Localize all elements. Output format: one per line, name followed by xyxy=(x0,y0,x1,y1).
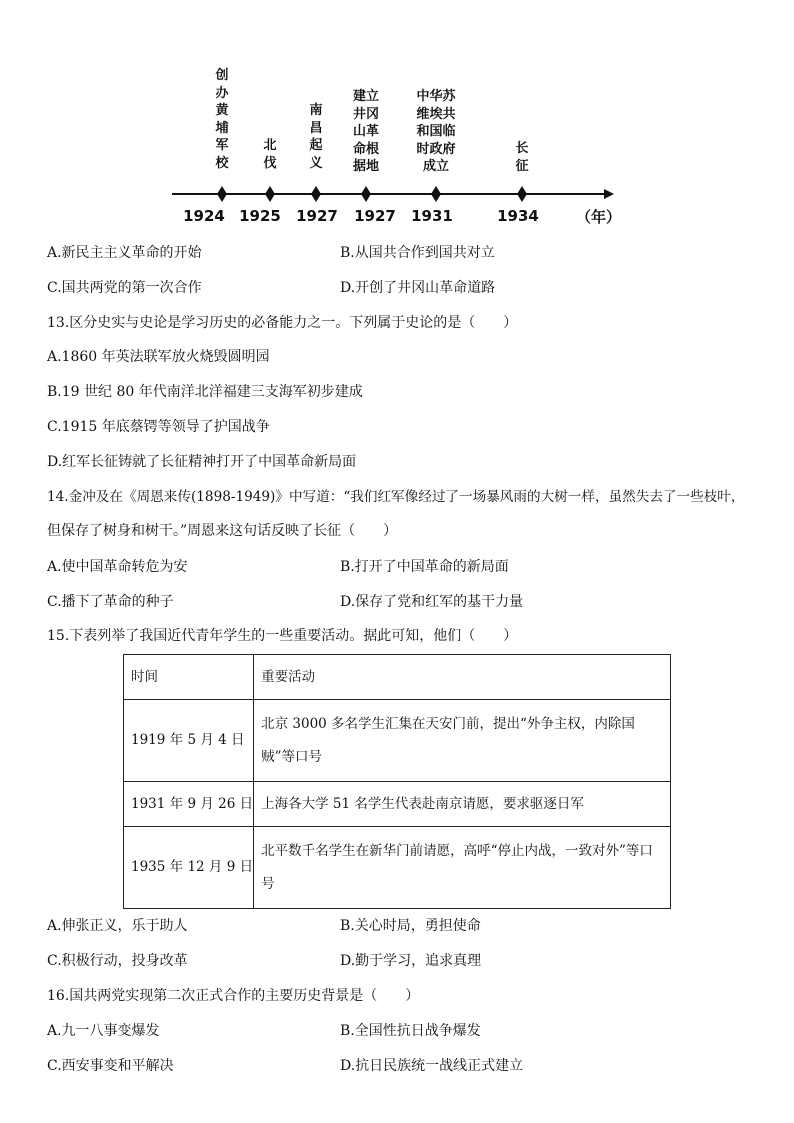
timeline-axis xyxy=(0,0,794,240)
q14-option-a[interactable]: A.使中国革命转危为安 xyxy=(47,559,188,575)
timeline-marker xyxy=(265,186,275,202)
q14-stem-line1: 14.金冲及在《周恩来传(1898-1949)》中写道：“我们红军像经过了一场暴风雨的大树一样，虽然失去了一些枝叶， xyxy=(47,489,745,505)
table-cell-activity: 北京 3000 多名学生汇集在天安门前，提出“外争主权，内除国贼”等口号 xyxy=(254,700,671,782)
q15-option-b[interactable]: B.关心时局，勇担使命 xyxy=(340,918,481,934)
table-header-activity: 重要活动 xyxy=(254,655,671,700)
timeline-year: 1927 xyxy=(296,207,338,225)
timeline-event-label: 建立 井冈 山革 命根 据地 xyxy=(352,89,379,174)
q13-option-a[interactable]: A.1860 年英法联军放火烧毁圆明园 xyxy=(47,349,270,365)
timeline-event-label: 创 办 黄 埔 军 校 xyxy=(215,68,229,171)
timeline-event-label: 南 昌 起 义 xyxy=(309,103,323,171)
timeline-year: 1925 xyxy=(239,207,281,225)
timeline-marker xyxy=(361,186,371,202)
table-row xyxy=(124,827,671,909)
timeline-event-label: 长 征 xyxy=(515,141,529,174)
q16-stem: 16.国共两党实现第二次正式合作的主要历史背景是（ ） xyxy=(47,988,420,1004)
q16-option-a[interactable]: A.九一八事变爆发 xyxy=(47,1023,160,1039)
timeline-marker xyxy=(311,186,321,202)
q14-stem-line2: 但保存了树身和树干。”周恩来这句话反映了长征（ ） xyxy=(47,523,398,539)
q14-option-c[interactable]: C.播下了革命的种子 xyxy=(47,594,174,610)
table-cell-activity: 上海各大学 51 名学生代表赴南京请愿，要求驱逐日军 xyxy=(254,782,671,827)
table-row xyxy=(124,700,671,782)
q16-option-d[interactable]: D.抗日民族统一战线正式建立 xyxy=(340,1058,524,1074)
q12-option-c[interactable]: C.国共两党的第一次合作 xyxy=(47,280,202,296)
q12-option-d[interactable]: D.开创了井冈山革命道路 xyxy=(340,280,496,296)
timeline-marker xyxy=(217,186,227,202)
timeline-year: 1927 xyxy=(354,207,396,225)
table-header-row xyxy=(124,655,671,700)
activities-table xyxy=(123,654,671,909)
q14-option-d[interactable]: D.保存了党和红军的基干力量 xyxy=(340,594,524,610)
timeline-marker xyxy=(517,186,527,202)
timeline-unit: （年） xyxy=(576,208,622,226)
q16-option-b[interactable]: B.全国性抗日战争爆发 xyxy=(340,1023,481,1039)
q15-option-c[interactable]: C.积极行动，投身改革 xyxy=(47,953,188,969)
q13-option-b[interactable]: B.19 世纪 80 年代南洋北洋福建三支海军初步建成 xyxy=(47,384,363,400)
table-header-time: 时间 xyxy=(124,655,254,700)
q13-stem: 13.区分史实与史论是学习历史的必备能力之一。下列属于史论的是（ ） xyxy=(47,315,518,331)
q15-option-a[interactable]: A.伸张正义，乐于助人 xyxy=(47,918,188,934)
timeline-year: 1931 xyxy=(411,207,453,225)
table-cell-activity: 北平数千名学生在新华门前请愿，高呼“停止内战，一致对外”等口号 xyxy=(254,827,671,909)
table-row xyxy=(124,782,671,827)
table-cell-time: 1931 年 9 月 26 日 xyxy=(124,782,254,827)
q15-stem: 15.下表列举了我国近代青年学生的一些重要活动。据此可知，他们（ ） xyxy=(47,628,518,644)
timeline-year: 1934 xyxy=(497,207,539,225)
q13-option-c[interactable]: C.1915 年底蔡锷等领导了护国战争 xyxy=(47,419,270,435)
timeline-marker xyxy=(431,186,441,202)
timeline-year: 1924 xyxy=(183,207,225,225)
q12-option-a[interactable]: A.新民主主义革命的开始 xyxy=(47,245,202,261)
q14-option-b[interactable]: B.打开了中国革命的新局面 xyxy=(340,559,509,575)
timeline-event-label: 北 伐 xyxy=(263,138,277,171)
q15-option-d[interactable]: D.勤于学习，追求真理 xyxy=(340,953,482,969)
arrow-head-icon xyxy=(604,189,614,199)
timeline-event-label: 中华苏 维埃共 和国临 时政府 成立 xyxy=(416,89,456,174)
q13-option-d[interactable]: D.红军长征铸就了长征精神打开了中国革命新局面 xyxy=(47,454,357,470)
q12-option-b[interactable]: B.从国共合作到国共对立 xyxy=(340,245,495,261)
q16-option-c[interactable]: C.西安事变和平解决 xyxy=(47,1058,174,1074)
table-cell-time: 1919 年 5 月 4 日 xyxy=(124,700,254,782)
table-cell-time: 1935 年 12 月 9 日 xyxy=(124,827,254,909)
